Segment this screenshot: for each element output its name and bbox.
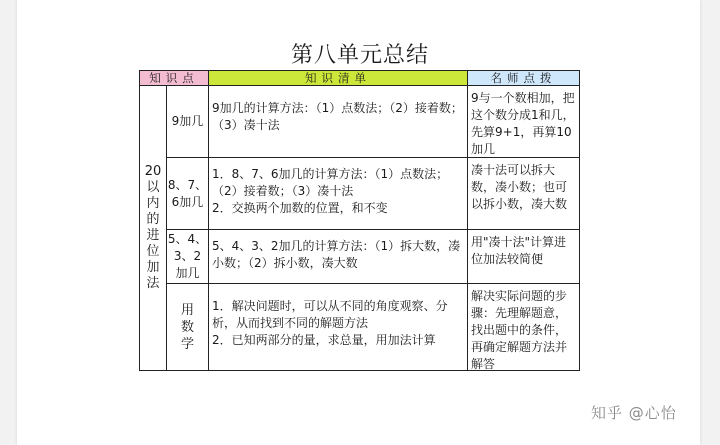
page-title: 第八单元总结 (290, 43, 429, 68)
zhihu-watermark: 知乎 @心怡 (591, 404, 677, 422)
subtopic-cell: 9加几 (166, 85, 209, 158)
knowledge-list-cell: 1．8、7、6加几的计算方法：（1）点数法；（2）接着数；（3）凑十法 2．交换两个加数的位置，和不变 (208, 157, 468, 230)
knowledge-list-cell: 5、4、3、2加几的计算方法：（1）拆大数，凑小数；（2）拆小数，凑大数 (208, 229, 468, 284)
header-teacher-tips: 名师点拨 (467, 70, 580, 86)
summary-table (139, 70, 580, 371)
header-knowledge-point: 知识点 (139, 70, 209, 86)
knowledge-list-cell: 9加几的计算方法：（1）点数法；（2）接着数；（3）凑十法 (208, 85, 468, 158)
teacher-tip-cell: 解决实际问题的步骤：先理解题意，找出题中的条件，再确定解题方法并解答 (467, 283, 580, 371)
teacher-tip-cell: 凑十法可以拆大数，凑小数；也可以拆小数，凑大数 (467, 157, 580, 230)
subtopic-cell: 用 数 学 (166, 283, 209, 371)
topic-cell: 20 以 内 的 进 位 加 法 (139, 85, 167, 371)
teacher-tip-cell: 9与一个数相加，把这个数分成1和几，先算9+1，再算10加几 (467, 85, 580, 158)
subtopic-cell: 5、4、 3、2 加几 (166, 229, 209, 284)
teacher-tip-cell: 用"凑十法"计算进位加法较简便 (467, 229, 580, 284)
header-knowledge-list: 知识清单 (208, 70, 468, 86)
subtopic-cell: 8、7、 6加几 (166, 157, 209, 230)
knowledge-list-cell: 1．解决问题时，可以从不同的角度观察、分析，从而找到不同的解题方法 2．已知两部分的量，求总量，用加法计算 (208, 283, 468, 371)
